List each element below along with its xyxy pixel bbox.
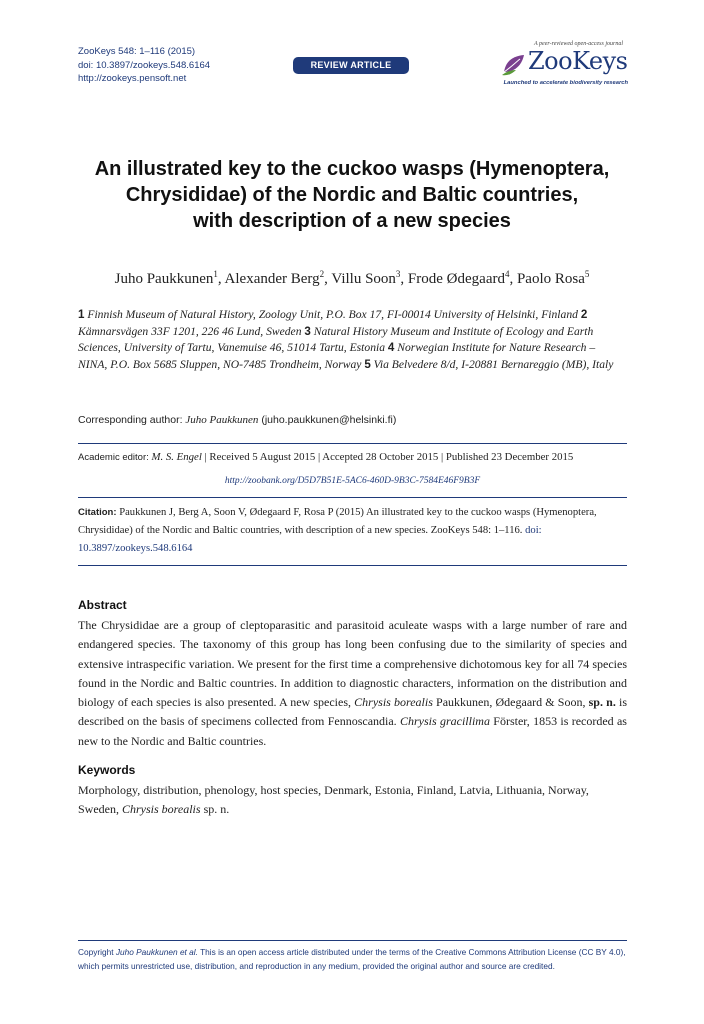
abstract-text	[78, 616, 627, 751]
affil-number: 3	[304, 324, 311, 338]
title-line-2: Chrysididae) of the Nordic and Baltic countries,	[125, 184, 579, 206]
keywords-text	[78, 781, 627, 820]
affiliations	[78, 307, 627, 373]
author-name: Villu Soon	[331, 271, 396, 287]
author-affil-sup: 1	[213, 269, 218, 279]
citation-doi-link[interactable]: doi: 10.3897/zookeys.548.6164	[78, 525, 542, 554]
citation-label: Citation:	[78, 507, 117, 518]
zookeys-logo	[500, 41, 630, 91]
corresponding-author	[78, 414, 396, 426]
author-name: Paolo Rosa	[516, 271, 585, 287]
citation-text: Paukkunen J, Berg A, Soon V, Ødegaard F, Rosa P (2015) An illustrated key to the cuckoo wasps (Hymenoptera, Chrysididae) of the Nordic and Baltic countries, with description of a new species. ZooKeys 548: 1–116.	[78, 507, 597, 536]
copyright-footer	[78, 945, 627, 973]
editor-name: M. S. Engel	[151, 451, 202, 463]
affil-text: Norwegian Institute for Nature Research – NINA, P.O. Box 5685 Sluppen, NO-7485 Trondheim, Norway	[78, 341, 596, 371]
corresponding-label: Corresponding author:	[78, 414, 183, 426]
new-species-marker: sp. n.	[588, 695, 616, 710]
copyright-prefix: Copyright	[78, 947, 116, 957]
published-date: Published 23 December 2015	[445, 451, 574, 463]
keywords-suffix: sp. n.	[200, 802, 230, 817]
license-text: This is an open access article distributed under the terms of the Creative Commons Attribution License (CC BY 4.0), which permits unrestricted use, distribution, and reproduction in any medium, provided the original author and source are credited.	[78, 947, 626, 971]
abstract-part: The Chrysididae are a group of cleptoparasitic and parasitoid aculeate wasps with a large number of rare and endangered species. The taxonomy of this group has long been confusing due to the similarity of species and extensive intraspecific variation. We present for the first time a comprehensive dichotomous key for all 74 species found in the Nordic and Baltic countries. In addition to diagnostic characters, information on the distribution and biology of each species is also presented. A new species,	[78, 618, 627, 710]
author-name: Juho Paukkunen	[114, 271, 214, 287]
leaf-logo-icon	[500, 50, 528, 78]
affil-text: Kämnarsvägen 33F 1201, 226 46 Lund, Sweden	[78, 324, 302, 338]
affil-text: Finnish Museum of Natural History, Zoology Unit, P.O. Box 17, FI-00014 University of Helsinki, Finland	[87, 308, 578, 321]
author-affil-sup: 3	[395, 269, 401, 279]
journal-url-line[interactable]: http://zookeys.pensoft.net	[78, 73, 187, 84]
abstract-part: Paukkunen, Ødegaard & Soon,	[432, 695, 589, 710]
title-line-1: An illustrated key to the cuckoo wasps (Hymenoptera,	[94, 158, 610, 180]
affil-text: Natural History Museum and Institute of Ecology and Earth Sciences, University of Tartu, Vanemuise 46, 51014 Tartu, Estonia	[78, 324, 594, 354]
article-title	[60, 156, 644, 234]
author-name: Alexander Berg	[224, 271, 320, 287]
species-name: Chrysis borealis	[354, 695, 433, 710]
logo-top-text: A peer-reviewed open-access journal	[534, 41, 624, 47]
divider-rule	[78, 497, 627, 498]
separator: |	[204, 451, 207, 463]
editor-label: Academic editor:	[78, 452, 149, 463]
keywords-list: Morphology, distribution, phenology, host species, Denmark, Estonia, Finland, Latvia, Lithuania, Norway, Sweden,	[78, 783, 589, 817]
corresponding-email[interactable]: (juho.paukkunen@helsinki.fi)	[261, 414, 397, 426]
author-name: Frode Ødegaard	[407, 271, 505, 287]
title-line-3: with description of a new species	[193, 210, 511, 232]
separator: |	[317, 451, 321, 463]
zoobank-link[interactable]: http://zoobank.org/D5D7B51E-5AC6-460D-9B3C-7584E46F9B3F	[224, 476, 481, 486]
affil-text: Via Belvedere 8/d, I-20881 Bernareggio (MB), Italy	[373, 357, 614, 371]
affil-number: 5	[364, 357, 371, 371]
journal-header-info	[78, 45, 210, 86]
affil-number: 1	[78, 308, 85, 321]
keywords-heading: Keywords	[78, 763, 136, 777]
editorial-dates	[78, 451, 627, 463]
journal-volume-line: ZooKeys 548: 1–116 (2015)	[78, 46, 196, 57]
corresponding-name: Juho Paukkunen	[185, 414, 259, 426]
abstract-part: Förster, 1853 is recorded as new to the Nordic and Baltic countries.	[78, 714, 627, 748]
divider-rule	[78, 565, 627, 566]
author-list: Juho Paukkunen$^1$, Alexander Berg$^2$, Villu Soon$^3$, Frode Ødegaard$^4$, Paolo Rosa$^5$	[114, 269, 590, 287]
affil-number: 2	[580, 308, 588, 321]
author-affil-sup: 2	[319, 269, 325, 279]
accepted-date: Accepted 28 October 2015	[322, 451, 439, 463]
divider-rule	[78, 443, 627, 444]
species-name: Chrysis gracillima	[399, 714, 490, 729]
logo-tagline: Launched to accelerate biodiversity research	[503, 80, 628, 86]
received-date: Received 5 August 2015	[209, 451, 316, 463]
abstract-heading: Abstract	[78, 598, 127, 612]
abstract-part: is described on the basis of specimens collected from Fennoscandia.	[78, 695, 627, 729]
footer-rule	[78, 940, 627, 941]
separator: |	[441, 451, 444, 463]
review-article-badge: REVIEW ARTICLE	[293, 57, 409, 74]
author-affil-sup: 5	[584, 269, 590, 279]
species-name: Chrysis borealis	[122, 802, 201, 817]
doi-line[interactable]: doi: 10.3897/zookeys.548.6164	[78, 59, 211, 71]
copyright-holder: Juho Paukkunen et al.	[115, 947, 198, 957]
affil-number: 4	[387, 341, 395, 354]
logo-wordmark: ZooKeys	[528, 47, 628, 75]
citation-block	[78, 504, 627, 558]
author-affil-sup: 4	[504, 269, 510, 279]
